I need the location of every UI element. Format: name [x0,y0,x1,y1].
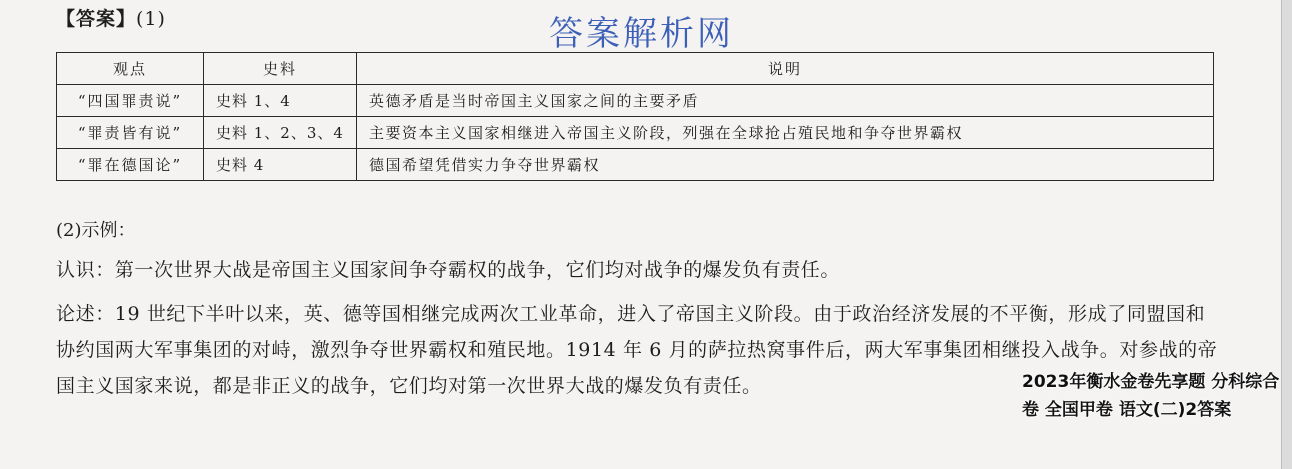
cell-source: 史料 1、2、3、4 [204,117,357,149]
table-header-row [57,53,1214,85]
table-row [57,149,1214,181]
overlay-caption: 2023年衡水金卷先享题 分科综合卷 全国甲卷 语文(二)2答案 [1022,372,1280,420]
cell-note: 主要资本主义国家相继进入帝国主义阶段，列强在全球抢占殖民地和争夺世界霸权 [356,117,1213,149]
example-title: (2)示例： [56,220,136,241]
header-note: 说明 [356,53,1213,85]
answer-label: 【答案】 [56,8,137,30]
answer-heading [56,4,166,31]
cell-view: “罪在德国论” [57,149,204,181]
cell-view: “四国罪责说” [57,85,204,117]
part1-label: (1) [136,8,166,30]
table-row [57,117,1214,149]
page-edge-strip [1281,0,1292,469]
cell-note: 德国希望凭借实力争夺世界霸权 [356,149,1213,181]
cell-view: “罪责皆有说” [57,117,204,149]
header-view: 观点 [57,53,204,85]
table-row [57,85,1214,117]
cell-source: 史料 1、4 [204,85,357,117]
answer-table [56,52,1214,181]
cell-source: 史料 4 [204,149,357,181]
recognition-paragraph: 认识：第一次世界大战是帝国主义国家间争夺霸权的战争，它们均对战争的爆发负有责任。 [56,259,841,281]
argument-paragraph: 论述：19 世纪下半叶以来，英、德等国相继完成两次工业革命，进入了帝国主义阶段。由于政治经济发展的不平衡，形成了同盟国和协约国两大军事集团的对峙，激烈争夺世界霸权和殖民地。1914 年 6 月的萨拉热窝事件后，两大军事集团相继投入战争。对参战的帝国主义国家来说，都是非正义的战争，它们均对第一次世界大战的爆发负有责任。 [56,303,1218,397]
header-source: 史料 [204,53,357,85]
cell-note: 英德矛盾是当时帝国主义国家之间的主要矛盾 [356,85,1213,117]
watermark-title: 答案解析网 [549,14,734,54]
